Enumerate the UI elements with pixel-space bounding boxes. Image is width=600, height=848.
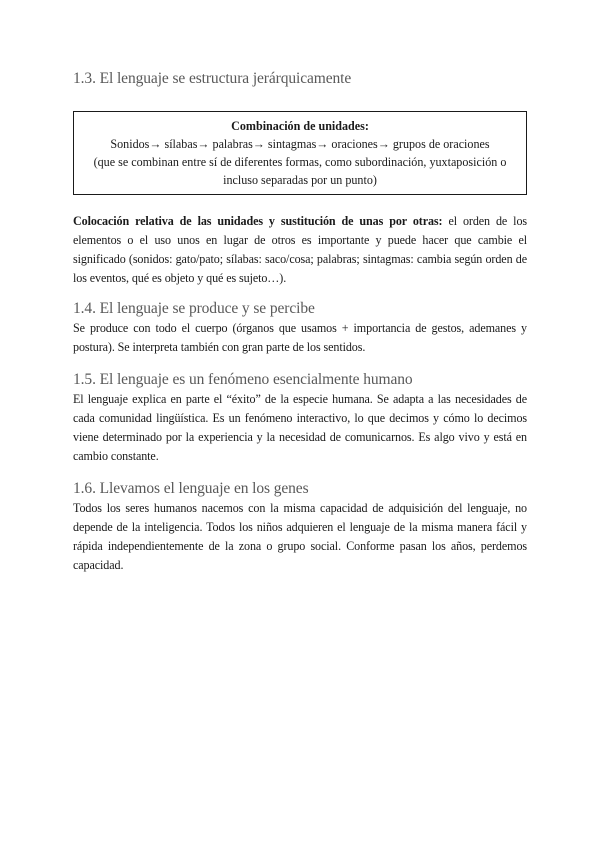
- combination-box-line-2: (que se combinan entre sí de diferentes formas, como subordinación, yuxtaposición o: [93, 155, 507, 169]
- section-body-1-5: El lenguaje explica en parte el “éxito” de la especie humana. Se adapta a las necesidades de cada comunidad lingüística. Es un fenómeno interactivo, lo que decimos y cómo lo decimos viene determinado por la experiencia y la necesidad de comunicarnos. Es algo vivo y está en cambio constante.: [73, 392, 527, 463]
- section-body-1-4: Se produce con todo el cuerpo (órganos que usamos + importancia de gestos, ademanes y postura). Se interpreta también con gran parte de los sentidos.: [73, 321, 527, 354]
- section-heading-1-3: 1.3. El lenguaje se estructura jerárquicamente: [73, 70, 352, 87]
- combination-box-title: Combinación de unidades:: [231, 119, 369, 133]
- paragraph-colocacion-bold: Colocación relativa de las unidades y sustitución de unas por otras:: [73, 214, 443, 228]
- document-page: [73, 68, 527, 575]
- combination-box: [73, 111, 527, 195]
- section-heading-1-5: 1.5. El lenguaje es un fenómeno esencialmente humano: [73, 371, 413, 388]
- section-heading-1-6: 1.6. Llevamos el lenguaje en los genes: [73, 480, 309, 497]
- section-body-1-6: Todos los seres humanos nacemos con la misma capacidad de adquisición del lenguaje, no depende de la inteligencia. Todos los niños adquieren el lenguaje de la misma manera fácil y rápida independientemente de la zona o grupo social. Conforme pasan los años, perdemos capacidad.: [73, 501, 527, 572]
- paragraph-colocacion: [73, 212, 527, 288]
- section-heading-1-4: 1.4. El lenguaje se produce y se percibe: [73, 300, 315, 317]
- paragraph-colocacion-text: el orden de los elementos o el uso unos en lugar de otros es importante y puede hacer que cambie el significado (sonidos: gato/pato; sílabas: saco/cosa; palabras; sintagmas: cambia según orden de los eventos, qué es objeto y qué es sujeto…).: [73, 214, 527, 285]
- combination-box-line-1: Sonidos→ sílabas→ palabras→ sintagmas→ oraciones→ grupos de oraciones: [110, 137, 490, 151]
- combination-box-line-3: incluso separadas por un punto): [223, 173, 377, 187]
